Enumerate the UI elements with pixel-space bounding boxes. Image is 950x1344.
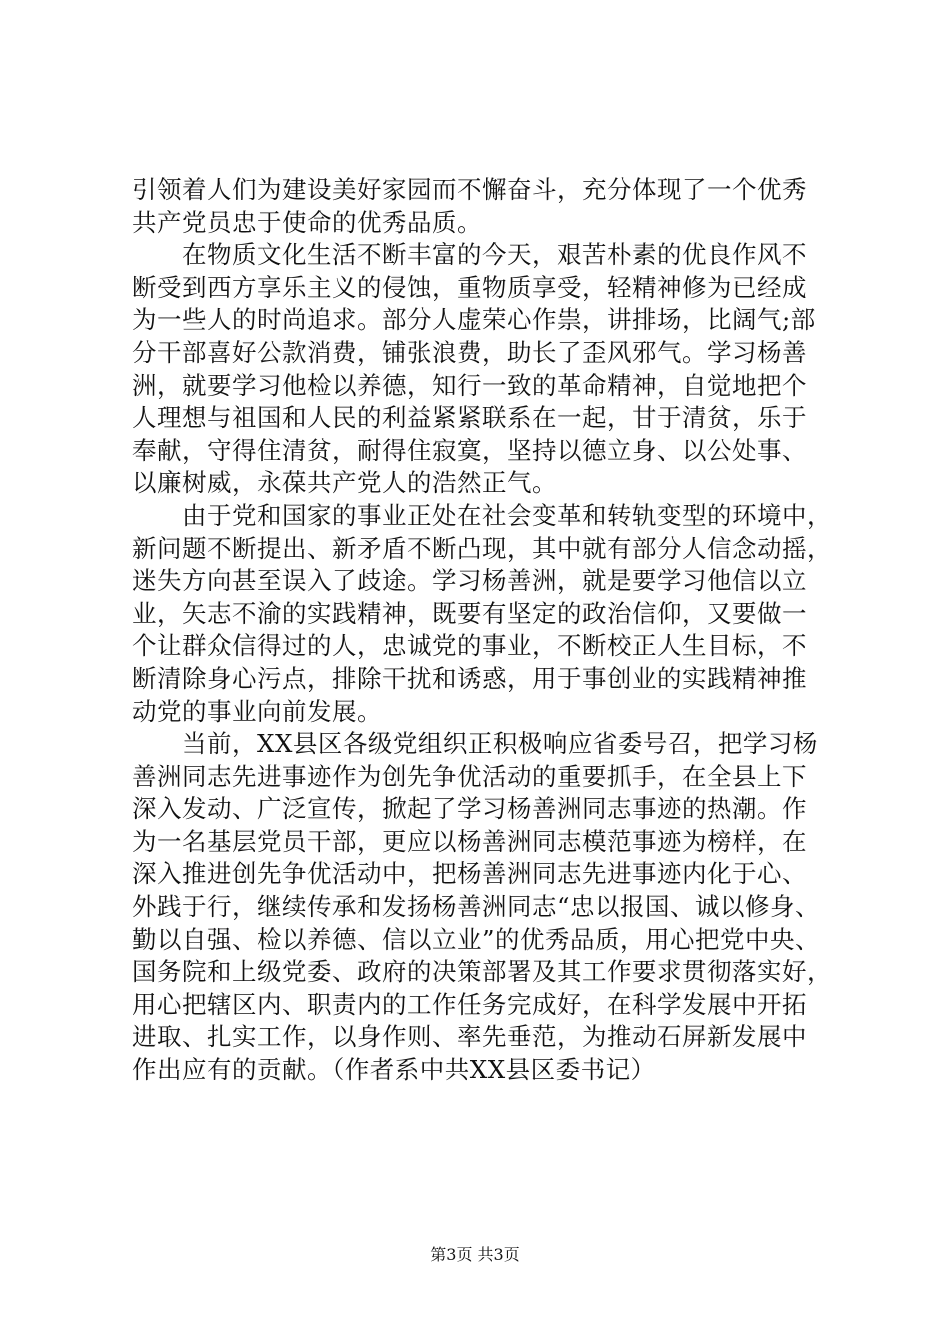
text-line: 以廉树威，永葆共产党人的浩然正气。 (132, 468, 557, 498)
text-line: 为一些人的时尚追求。部分人虚荣心作祟，讲排场，比阔气;部 (132, 305, 816, 335)
text-line: 在物质文化生活不断丰富的今天，艰苦朴素的优良作风不 (132, 240, 807, 270)
text-line: 为一名基层党员干部，更应以杨善洲同志模范事迹为榜样，在 (132, 826, 807, 856)
text-line: 由于党和国家的事业正处在社会变革和转轨变型的环境中， (132, 500, 832, 530)
text-line: 深入发动、广泛宣传，掀起了学习杨善洲同志事迹的热潮。作 (132, 794, 807, 824)
text-line: 国务院和上级党委、政府的决策部署及其工作要求贯彻落实好， (132, 957, 832, 987)
text-line: 奉献，守得住清贫，耐得住寂寞，坚持以德立身、以公处事、 (132, 435, 807, 465)
text-line: 分干部喜好公款消费，铺张浪费，助长了歪风邪气。学习杨善 (132, 337, 807, 367)
text-line: 用心把辖区内、职责内的工作任务完成好，在科学发展中开拓 (132, 989, 807, 1019)
text-line: 引领着人们为建设美好家园而不懈奋斗，充分体现了一个优秀 (132, 175, 807, 204)
text-line: 迷失方向甚至误入了歧途。学习杨善洲，就是要学习他信以立 (132, 566, 807, 596)
text-line: 外践于行，继续传承和发扬杨善洲同志“忠以报国、诚以修身、 (132, 892, 821, 922)
text-line: 共产党员忠于使命的优秀品质。 (132, 207, 482, 237)
text-line: 业，矢志不渝的实践精神，既要有坚定的政治信仰，又要做一 (132, 598, 807, 628)
text-line: 断清除身心污点，排除干扰和诱惑，用于事创业的实践精神推 (132, 663, 807, 693)
page-footer (0, 1244, 950, 1266)
text-line: 进取、扎实工作，以身作则、率先垂范，为推动石屏新发展中 (132, 1022, 807, 1052)
text-line: 洲，就要学习他检以养德，知行一致的革命精神，自觉地把个 (132, 370, 807, 400)
document-body (132, 174, 832, 1087)
text-line: 当前，XX县区各级党组织正积极响应省委号召，把学习杨 (132, 729, 818, 759)
text-line: 深入推进创先争优活动中，把杨善洲同志先进事迹内化于心、 (132, 859, 807, 889)
text-line: 动党的事业向前发展。 (132, 696, 382, 726)
page-number: 第3页 共3页 (430, 1245, 520, 1264)
text-line: 个让群众信得过的人，忠诚党的事业，不断校正人生目标，不 (132, 631, 807, 661)
text-line: 新问题不断提出、新矛盾不断凸现，其中就有部分人信念动摇， (132, 533, 832, 563)
text-line: 人理想与祖国和人民的利益紧紧联系在一起，甘于清贫，乐于 (132, 403, 807, 433)
text-line: 勤以自强、检以养德、信以立业”的优秀品质，用心把党中央、 (132, 924, 821, 954)
text-line: 断受到西方享乐主义的侵蚀，重物质享受，轻精神修为已经成 (132, 272, 807, 302)
text-line: 善洲同志先进事迹作为创先争优活动的重要抓手，在全县上下 (132, 761, 807, 791)
text-line: 作出应有的贡献。（作者系中共XX县区委书记） (132, 1055, 656, 1085)
